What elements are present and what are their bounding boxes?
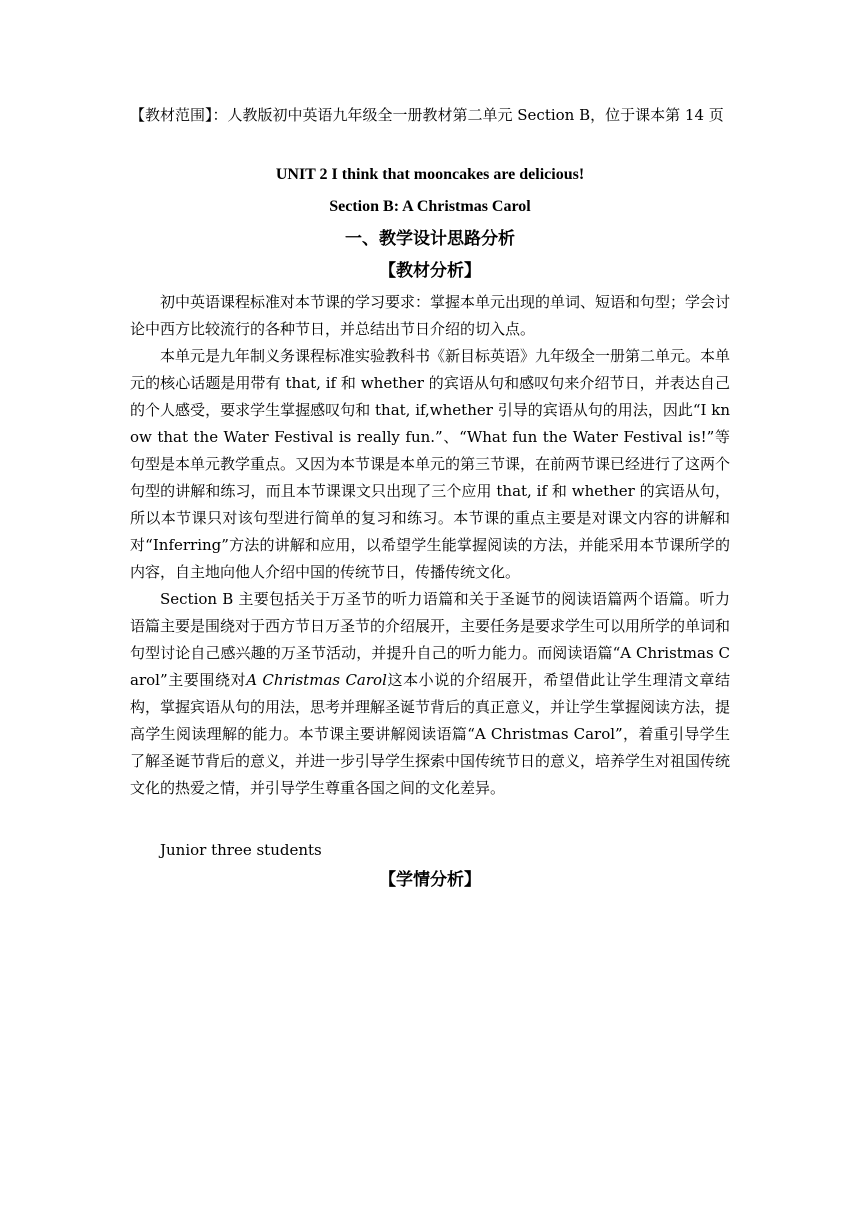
junior-students-line: Junior three students [160,841,322,859]
novel-title: A Christmas Carol [246,671,387,689]
unit-title: UNIT 2 I think that mooncakes are delicious! [275,166,585,183]
section-b-text-2: 这本小说的介绍展开，希望借此让学生理清文章结构，掌握宾语从句的用法，思考并理解圣诞节背后的真正意义，并让学生掌握阅读方法，提高学生阅读理解的能力。本节课主要讲解阅读语篇“A Christmas Carol”，着重引导学生了解圣诞节背后的意义，并进一步引导学生探索中国传统节日的意义，培养学生对祖国传统文化的热爱之情，并引导学生尊重各国之间的文化差异。 [130,671,731,797]
blank-line [130,802,730,829]
textbook-analysis-heading: 【教材分析】 [379,261,481,281]
part-one-title: 一、教学设计思路分析 [345,229,515,249]
paragraph-section-b [130,586,730,802]
section-b-text-1: Section B 主要包括关于万圣节的听力语篇和关于圣诞节的阅读语篇两个语篇。听力语篇主要是围绕对于西方节日万圣节的介绍展开，主要任务是要求学生可以用所学的单词和句型讨论自己感兴趣的万圣节活动，并提升自己的听力能力。而阅读语篇“A Christmas Carol”主要围绕对 [130,590,731,689]
textbook-scope: 【教材范围】：人教版初中英语九年级全一册教材第二单元 Section B，位于课本第 14 页 [130,106,724,124]
paragraph-unit-overview: 本单元是九年制义务课程标准实验教科书《新目标英语》九年级全一册第二单元。本单元的核心话题是用带有 that, if 和 whether 的宾语从句和感叹句来介绍节日，并表达自己的个人感受，要求学生掌握感叹句和 that, if,whether 引导的宾语从句的用法，因此“I know that the Water Festival is really fun.”、“What fun the Water Festival is!”等句型是本单元教学重点。又因为本节课是本单元的第三节课，在前两节课已经进行了这两个句型的讲解和练习，而且本节课课文只出现了三个应用 that, if 和 whether 的宾语从句，所以本节课只对该句型进行简单的复习和练习。本节课的重点主要是对课文内容的讲解和对“Inferring”方法的讲解和应用，以希望学生能掌握阅读的方法，并能采用本节课所学的内容，自主地向他人介绍中国的传统节日，传播传统文化。 [130,347,731,581]
document-page [130,102,730,896]
paragraph-curriculum: 初中英语课程标准对本节课的学习要求：掌握本单元出现的单词、短语和句型；学会讨论中西方比较流行的各种节日，并总结出节日介绍的切入点。 [130,293,731,338]
section-title: Section B: A Christmas Carol [329,198,531,215]
student-analysis-heading: 【学情分析】 [379,870,481,890]
